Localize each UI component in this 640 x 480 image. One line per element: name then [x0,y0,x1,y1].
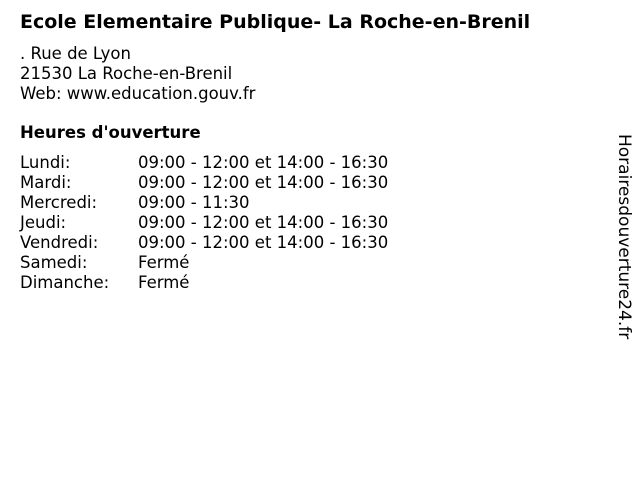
day-hours: 09:00 - 11:30 [138,193,250,212]
hours-table [20,153,388,293]
hours-row-sunday [20,273,388,293]
hours-row-tuesday [20,173,388,193]
day-label: Samedi: [20,253,88,272]
day-hours: 09:00 - 12:00 et 14:00 - 16:30 [138,153,389,172]
day-hours: 09:00 - 12:00 et 14:00 - 16:30 [138,213,389,232]
day-label: Vendredi: [20,233,99,252]
day-hours: 09:00 - 12:00 et 14:00 - 16:30 [138,233,389,252]
address-street: . Rue de Lyon [20,44,131,63]
site-watermark: Horairesdouverture24.fr [614,134,634,340]
day-label: Mardi: [20,173,72,192]
hours-heading: Heures d'ouverture [20,123,201,142]
address-web: Web: www.education.gouv.fr [20,84,256,103]
day-hours: Fermé [138,253,190,272]
day-hours: Fermé [138,273,190,292]
day-label: Dimanche: [20,273,110,292]
hours-row-monday [20,153,388,173]
hours-row-saturday [20,253,388,273]
address-city: 21530 La Roche-en-Brenil [20,64,233,83]
day-label: Jeudi: [20,213,67,232]
day-label: Mercredi: [20,193,98,212]
page-title: Ecole Elementaire Publique- La Roche-en-Brenil [20,11,531,33]
hours-row-wednesday [20,193,388,213]
address-block [20,44,255,104]
hours-row-friday [20,233,388,253]
hours-row-thursday [20,213,388,233]
day-label: Lundi: [20,153,71,172]
day-hours: 09:00 - 12:00 et 14:00 - 16:30 [138,173,389,192]
